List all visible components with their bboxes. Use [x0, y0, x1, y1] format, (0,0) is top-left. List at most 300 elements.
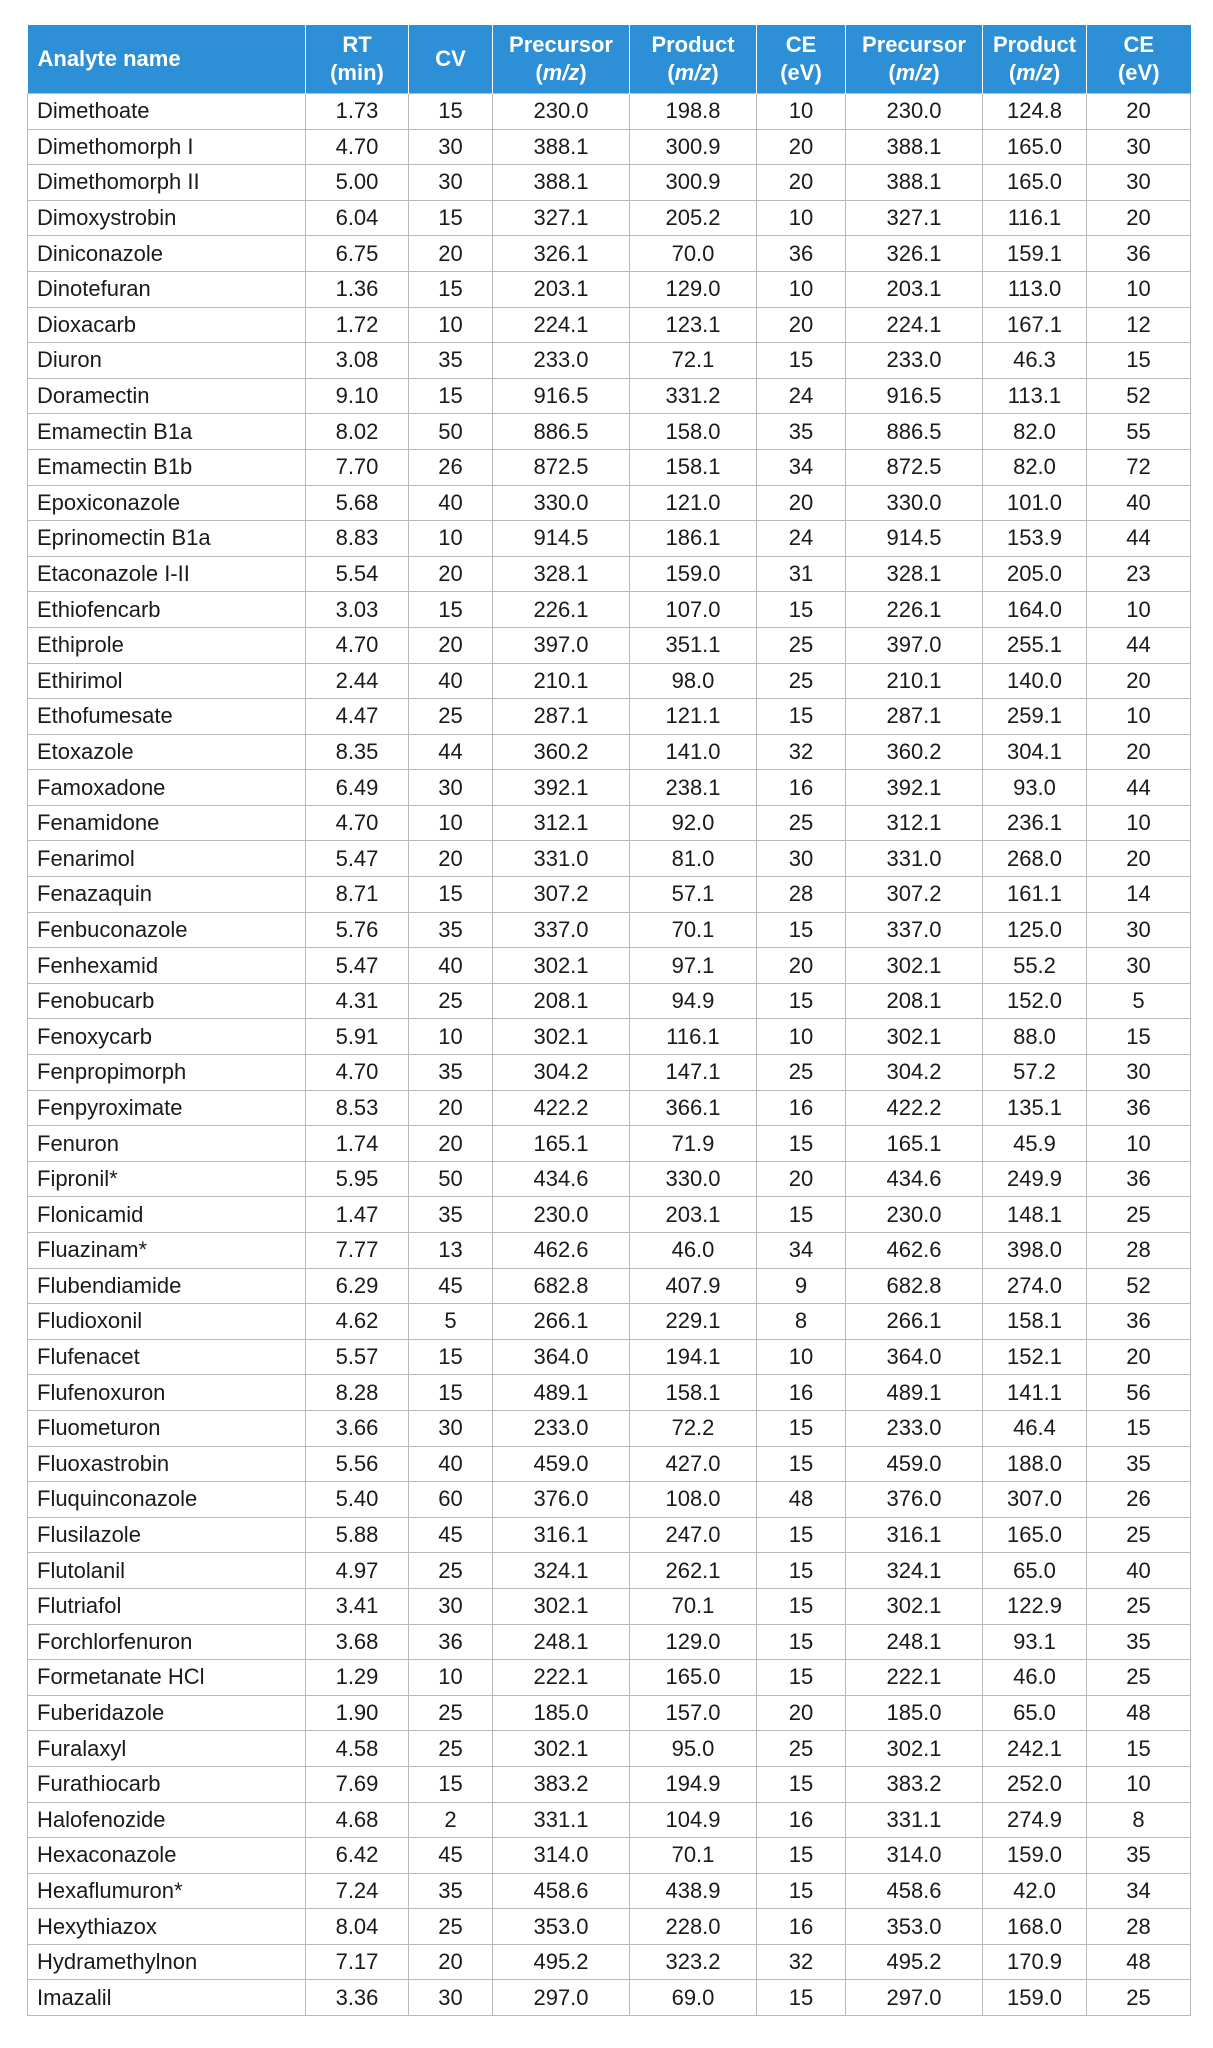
analyte-name-cell: Fluquinconazole — [28, 1482, 306, 1518]
value-cell: 302.1 — [493, 948, 630, 984]
value-cell: 4.47 — [306, 699, 409, 735]
value-cell: 8.35 — [306, 734, 409, 770]
value-cell: 36 — [409, 1624, 493, 1660]
value-cell: 46.0 — [630, 1233, 757, 1269]
value-cell: 427.0 — [630, 1446, 757, 1482]
value-cell: 489.1 — [493, 1375, 630, 1411]
value-cell: 392.1 — [846, 770, 983, 806]
value-cell: 302.1 — [493, 1588, 630, 1624]
value-cell: 50 — [409, 1161, 493, 1197]
data-table-container — [27, 25, 1190, 2016]
value-cell: 34 — [757, 1233, 846, 1269]
value-cell: 304.2 — [846, 1055, 983, 1091]
value-cell: 20 — [1087, 663, 1191, 699]
value-cell: 36 — [1087, 1304, 1191, 1340]
value-cell: 5.68 — [306, 485, 409, 521]
value-cell: 158.1 — [983, 1304, 1087, 1340]
value-cell: 297.0 — [846, 1980, 983, 2016]
value-cell: 208.1 — [493, 983, 630, 1019]
value-cell: 248.1 — [493, 1624, 630, 1660]
value-cell: 398.0 — [983, 1233, 1087, 1269]
value-cell: 82.0 — [983, 414, 1087, 450]
value-cell: 165.0 — [983, 129, 1087, 165]
header-row — [28, 25, 1191, 94]
table-row — [28, 1588, 1191, 1624]
value-cell: 82.0 — [983, 449, 1087, 485]
analyte-name-cell: Fluazinam* — [28, 1233, 306, 1269]
analyte-name-cell: Fenarimol — [28, 841, 306, 877]
column-header-label: Precursor — [862, 32, 966, 57]
value-cell: 60 — [409, 1482, 493, 1518]
table-row — [28, 200, 1191, 236]
value-cell: 5.00 — [306, 165, 409, 201]
value-cell: 16 — [757, 1375, 846, 1411]
value-cell: 40 — [1087, 485, 1191, 521]
analyte-name-cell: Fipronil* — [28, 1161, 306, 1197]
value-cell: 12 — [1087, 307, 1191, 343]
value-cell: 242.1 — [983, 1731, 1087, 1767]
value-cell: 210.1 — [846, 663, 983, 699]
value-cell: 20 — [757, 1161, 846, 1197]
value-cell: 10 — [1087, 592, 1191, 628]
value-cell: 45 — [409, 1838, 493, 1874]
value-cell: 28 — [757, 877, 846, 913]
analyte-name-cell: Forchlorfenuron — [28, 1624, 306, 1660]
value-cell: 15 — [757, 592, 846, 628]
value-cell: 16 — [757, 1090, 846, 1126]
analyte-name-cell: Diniconazole — [28, 236, 306, 272]
value-cell: 50 — [409, 414, 493, 450]
column-header-label: Precursor — [509, 32, 613, 57]
value-cell: 312.1 — [846, 805, 983, 841]
value-cell: 15 — [757, 912, 846, 948]
value-cell: 459.0 — [846, 1446, 983, 1482]
value-cell: 25 — [1087, 1588, 1191, 1624]
value-cell: 304.1 — [983, 734, 1087, 770]
value-cell: 28 — [1087, 1233, 1191, 1269]
value-cell: 20 — [757, 307, 846, 343]
value-cell: 462.6 — [493, 1233, 630, 1269]
value-cell: 45.9 — [983, 1126, 1087, 1162]
value-cell: 35 — [409, 912, 493, 948]
value-cell: 224.1 — [846, 307, 983, 343]
table-row — [28, 1126, 1191, 1162]
analyte-name-cell: Flutolanil — [28, 1553, 306, 1589]
value-cell: 255.1 — [983, 627, 1087, 663]
value-cell: 916.5 — [846, 378, 983, 414]
value-cell: 886.5 — [493, 414, 630, 450]
value-cell: 495.2 — [493, 1944, 630, 1980]
value-cell: 101.0 — [983, 485, 1087, 521]
value-cell: 682.8 — [846, 1268, 983, 1304]
value-cell: 4.31 — [306, 983, 409, 1019]
value-cell: 459.0 — [493, 1446, 630, 1482]
table-row — [28, 983, 1191, 1019]
value-cell: 1.74 — [306, 1126, 409, 1162]
value-cell: 392.1 — [493, 770, 630, 806]
value-cell: 208.1 — [846, 983, 983, 1019]
value-cell: 15 — [757, 343, 846, 379]
analyte-name-cell: Dimethomorph II — [28, 165, 306, 201]
value-cell: 4.58 — [306, 1731, 409, 1767]
value-cell: 25 — [757, 663, 846, 699]
column-header-label: CV — [435, 46, 466, 71]
value-cell: 10 — [1087, 1766, 1191, 1802]
value-cell: 57.2 — [983, 1055, 1087, 1091]
value-cell: 95.0 — [630, 1731, 757, 1767]
value-cell: 25 — [409, 983, 493, 1019]
analyte-name-cell: Imazalil — [28, 1980, 306, 2016]
column-header-unit: (eV) — [1117, 60, 1160, 85]
value-cell: 141.1 — [983, 1375, 1087, 1411]
value-cell: 123.1 — [630, 307, 757, 343]
value-cell: 4.68 — [306, 1802, 409, 1838]
value-cell: 1.72 — [306, 307, 409, 343]
table-row — [28, 1766, 1191, 1802]
value-cell: 330.0 — [630, 1161, 757, 1197]
value-cell: 330.0 — [846, 485, 983, 521]
value-cell: 307.2 — [493, 877, 630, 913]
table-row — [28, 1161, 1191, 1197]
value-cell: 15 — [409, 271, 493, 307]
column-header-label: Product — [651, 32, 735, 57]
value-cell: 88.0 — [983, 1019, 1087, 1055]
value-cell: 360.2 — [493, 734, 630, 770]
value-cell: 872.5 — [493, 449, 630, 485]
value-cell: 230.0 — [846, 94, 983, 130]
table-row — [28, 1339, 1191, 1375]
value-cell: 4.62 — [306, 1304, 409, 1340]
value-cell: 30 — [757, 841, 846, 877]
value-cell: 159.1 — [983, 236, 1087, 272]
value-cell: 229.1 — [630, 1304, 757, 1340]
table-row — [28, 1375, 1191, 1411]
value-cell: 24 — [757, 378, 846, 414]
value-cell: 10 — [409, 805, 493, 841]
value-cell: 10 — [757, 271, 846, 307]
value-cell: 330.0 — [493, 485, 630, 521]
value-cell: 15 — [757, 983, 846, 1019]
value-cell: 15 — [409, 877, 493, 913]
value-cell: 148.1 — [983, 1197, 1087, 1233]
value-cell: 30 — [1087, 912, 1191, 948]
column-header — [306, 25, 409, 94]
value-cell: 16 — [757, 1909, 846, 1945]
value-cell: 194.1 — [630, 1339, 757, 1375]
value-cell: 40 — [1087, 1553, 1191, 1589]
column-header-label: Analyte name — [37, 46, 181, 71]
value-cell: 331.0 — [846, 841, 983, 877]
value-cell: 25 — [409, 1553, 493, 1589]
value-cell: 46.4 — [983, 1410, 1087, 1446]
value-cell: 1.29 — [306, 1660, 409, 1696]
value-cell: 65.0 — [983, 1695, 1087, 1731]
value-cell: 8.83 — [306, 521, 409, 557]
analyte-name-cell: Flusilazole — [28, 1517, 306, 1553]
value-cell: 165.0 — [630, 1660, 757, 1696]
value-cell: 45 — [409, 1517, 493, 1553]
value-cell: 10 — [1087, 1126, 1191, 1162]
value-cell: 4.70 — [306, 1055, 409, 1091]
value-cell: 15 — [757, 1553, 846, 1589]
value-cell: 300.9 — [630, 165, 757, 201]
value-cell: 152.0 — [983, 983, 1087, 1019]
value-cell: 36 — [757, 236, 846, 272]
value-cell: 164.0 — [983, 592, 1087, 628]
value-cell: 15 — [757, 1410, 846, 1446]
value-cell: 70.1 — [630, 1588, 757, 1624]
analyte-name-cell: Fenuron — [28, 1126, 306, 1162]
value-cell: 331.2 — [630, 378, 757, 414]
table-row — [28, 1517, 1191, 1553]
value-cell: 353.0 — [493, 1909, 630, 1945]
value-cell: 40 — [409, 948, 493, 984]
value-cell: 10 — [757, 1019, 846, 1055]
value-cell: 42.0 — [983, 1873, 1087, 1909]
value-cell: 5 — [409, 1304, 493, 1340]
value-cell: 16 — [757, 1802, 846, 1838]
value-cell: 302.1 — [846, 1731, 983, 1767]
value-cell: 16 — [757, 770, 846, 806]
analyte-name-cell: Ethirimol — [28, 663, 306, 699]
value-cell: 302.1 — [493, 1019, 630, 1055]
value-cell: 20 — [409, 1944, 493, 1980]
value-cell: 222.1 — [846, 1660, 983, 1696]
value-cell: 15 — [1087, 1731, 1191, 1767]
value-cell: 388.1 — [493, 165, 630, 201]
table-row — [28, 556, 1191, 592]
value-cell: 20 — [1087, 734, 1191, 770]
value-cell: 20 — [1087, 200, 1191, 236]
value-cell: 422.2 — [846, 1090, 983, 1126]
column-header — [28, 25, 306, 94]
value-cell: 46.0 — [983, 1660, 1087, 1696]
value-cell: 20 — [409, 1126, 493, 1162]
value-cell: 438.9 — [630, 1873, 757, 1909]
value-cell: 3.68 — [306, 1624, 409, 1660]
value-cell: 147.1 — [630, 1055, 757, 1091]
value-cell: 302.1 — [846, 1588, 983, 1624]
value-cell: 10 — [409, 307, 493, 343]
value-cell: 141.0 — [630, 734, 757, 770]
table-row — [28, 1944, 1191, 1980]
value-cell: 224.1 — [493, 307, 630, 343]
value-cell: 327.1 — [493, 200, 630, 236]
value-cell: 25 — [409, 1909, 493, 1945]
value-cell: 328.1 — [493, 556, 630, 592]
value-cell: 20 — [409, 1090, 493, 1126]
table-row — [28, 307, 1191, 343]
value-cell: 93.1 — [983, 1624, 1087, 1660]
value-cell: 34 — [757, 449, 846, 485]
value-cell: 5.40 — [306, 1482, 409, 1518]
table-row — [28, 805, 1191, 841]
value-cell: 383.2 — [493, 1766, 630, 1802]
value-cell: 15 — [757, 1980, 846, 2016]
value-cell: 3.08 — [306, 343, 409, 379]
column-header-label: Product — [992, 32, 1077, 57]
value-cell: 113.0 — [983, 271, 1087, 307]
value-cell: 30 — [409, 770, 493, 806]
value-cell: 170.9 — [983, 1944, 1087, 1980]
value-cell: 125.0 — [983, 912, 1087, 948]
analyte-name-cell: Doramectin — [28, 378, 306, 414]
table-row — [28, 94, 1191, 130]
value-cell: 25 — [1087, 1660, 1191, 1696]
value-cell: 1.90 — [306, 1695, 409, 1731]
value-cell: 15 — [757, 1660, 846, 1696]
value-cell: 5.54 — [306, 556, 409, 592]
value-cell: 376.0 — [846, 1482, 983, 1518]
table-row — [28, 841, 1191, 877]
value-cell: 314.0 — [846, 1838, 983, 1874]
value-cell: 124.8 — [983, 94, 1087, 130]
analyte-name-cell: Fenpropimorph — [28, 1055, 306, 1091]
value-cell: 376.0 — [493, 1482, 630, 1518]
table-row — [28, 1909, 1191, 1945]
value-cell: 2.44 — [306, 663, 409, 699]
value-cell: 312.1 — [493, 805, 630, 841]
value-cell: 20 — [757, 1695, 846, 1731]
column-header-label: CE — [785, 32, 817, 57]
analyte-name-cell: Famoxadone — [28, 770, 306, 806]
value-cell: 3.66 — [306, 1410, 409, 1446]
value-cell: 116.1 — [983, 200, 1087, 236]
value-cell: 121.0 — [630, 485, 757, 521]
analyte-name-cell: Etaconazole I-II — [28, 556, 306, 592]
value-cell: 274.9 — [983, 1802, 1087, 1838]
value-cell: 55.2 — [983, 948, 1087, 984]
column-header — [409, 25, 493, 94]
value-cell: 249.9 — [983, 1161, 1087, 1197]
column-header-unit: (m/z) — [1008, 60, 1061, 85]
value-cell: 266.1 — [493, 1304, 630, 1340]
value-cell: 6.49 — [306, 770, 409, 806]
value-cell: 198.8 — [630, 94, 757, 130]
value-cell: 383.2 — [846, 1766, 983, 1802]
value-cell: 25 — [409, 1731, 493, 1767]
value-cell: 13 — [409, 1233, 493, 1269]
analyte-name-cell: Fenazaquin — [28, 877, 306, 913]
value-cell: 458.6 — [493, 1873, 630, 1909]
value-cell: 5.95 — [306, 1161, 409, 1197]
value-cell: 15 — [757, 1873, 846, 1909]
value-cell: 210.1 — [493, 663, 630, 699]
value-cell: 69.0 — [630, 1980, 757, 2016]
table-row — [28, 485, 1191, 521]
value-cell: 36 — [1087, 236, 1191, 272]
value-cell: 20 — [409, 556, 493, 592]
value-cell: 23 — [1087, 556, 1191, 592]
analyte-name-cell: Formetanate HCl — [28, 1660, 306, 1696]
analyte-name-cell: Dioxacarb — [28, 307, 306, 343]
value-cell: 886.5 — [846, 414, 983, 450]
value-cell: 259.1 — [983, 699, 1087, 735]
value-cell: 337.0 — [846, 912, 983, 948]
table-row — [28, 1233, 1191, 1269]
value-cell: 7.69 — [306, 1766, 409, 1802]
value-cell: 274.0 — [983, 1268, 1087, 1304]
table-row — [28, 1410, 1191, 1446]
value-cell: 15 — [757, 1126, 846, 1162]
value-cell: 316.1 — [846, 1517, 983, 1553]
value-cell: 165.1 — [493, 1126, 630, 1162]
analyte-name-cell: Flufenoxuron — [28, 1375, 306, 1411]
value-cell: 397.0 — [493, 627, 630, 663]
value-cell: 20 — [1087, 841, 1191, 877]
value-cell: 35 — [409, 1055, 493, 1091]
value-cell: 30 — [409, 1410, 493, 1446]
value-cell: 35 — [1087, 1624, 1191, 1660]
value-cell: 230.0 — [493, 1197, 630, 1233]
column-header-unit: (min) — [330, 60, 384, 85]
analyte-name-cell: Flufenacet — [28, 1339, 306, 1375]
value-cell: 238.1 — [630, 770, 757, 806]
value-cell: 35 — [1087, 1446, 1191, 1482]
value-cell: 230.0 — [846, 1197, 983, 1233]
value-cell: 20 — [757, 948, 846, 984]
value-cell: 15 — [409, 378, 493, 414]
value-cell: 20 — [1087, 94, 1191, 130]
value-cell: 434.6 — [493, 1161, 630, 1197]
analyte-name-cell: Fenoxycarb — [28, 1019, 306, 1055]
analyte-name-cell: Flonicamid — [28, 1197, 306, 1233]
table-row — [28, 627, 1191, 663]
value-cell: 48 — [1087, 1695, 1191, 1731]
value-cell: 15 — [409, 94, 493, 130]
value-cell: 94.9 — [630, 983, 757, 1019]
value-cell: 35 — [409, 343, 493, 379]
value-cell: 914.5 — [493, 521, 630, 557]
analyte-name-cell: Hexaflumuron* — [28, 1873, 306, 1909]
value-cell: 20 — [409, 841, 493, 877]
column-header-unit: (eV) — [780, 60, 822, 85]
value-cell: 70.1 — [630, 912, 757, 948]
value-cell: 20 — [757, 129, 846, 165]
value-cell: 10 — [1087, 271, 1191, 307]
value-cell: 158.1 — [630, 449, 757, 485]
table-row — [28, 948, 1191, 984]
column-header-unit: (m/z) — [888, 60, 940, 85]
table-row — [28, 1695, 1191, 1731]
analyte-name-cell: Fluometuron — [28, 1410, 306, 1446]
value-cell: 97.1 — [630, 948, 757, 984]
value-cell: 44 — [1087, 521, 1191, 557]
value-cell: 36 — [1087, 1161, 1191, 1197]
value-cell: 31 — [757, 556, 846, 592]
value-cell: 203.1 — [630, 1197, 757, 1233]
value-cell: 1.47 — [306, 1197, 409, 1233]
value-cell: 351.1 — [630, 627, 757, 663]
value-cell: 30 — [1087, 1055, 1191, 1091]
value-cell: 10 — [757, 94, 846, 130]
value-cell: 5.47 — [306, 841, 409, 877]
analyte-name-cell: Dimethoate — [28, 94, 306, 130]
value-cell: 5.76 — [306, 912, 409, 948]
value-cell: 324.1 — [846, 1553, 983, 1589]
value-cell: 226.1 — [846, 592, 983, 628]
value-cell: 458.6 — [846, 1873, 983, 1909]
value-cell: 10 — [409, 1019, 493, 1055]
table-row — [28, 592, 1191, 628]
value-cell: 72.1 — [630, 343, 757, 379]
table-row — [28, 1838, 1191, 1874]
value-cell: 287.1 — [493, 699, 630, 735]
value-cell: 20 — [757, 165, 846, 201]
value-cell: 15 — [757, 1446, 846, 1482]
value-cell: 32 — [757, 734, 846, 770]
analyte-name-cell: Fenamidone — [28, 805, 306, 841]
